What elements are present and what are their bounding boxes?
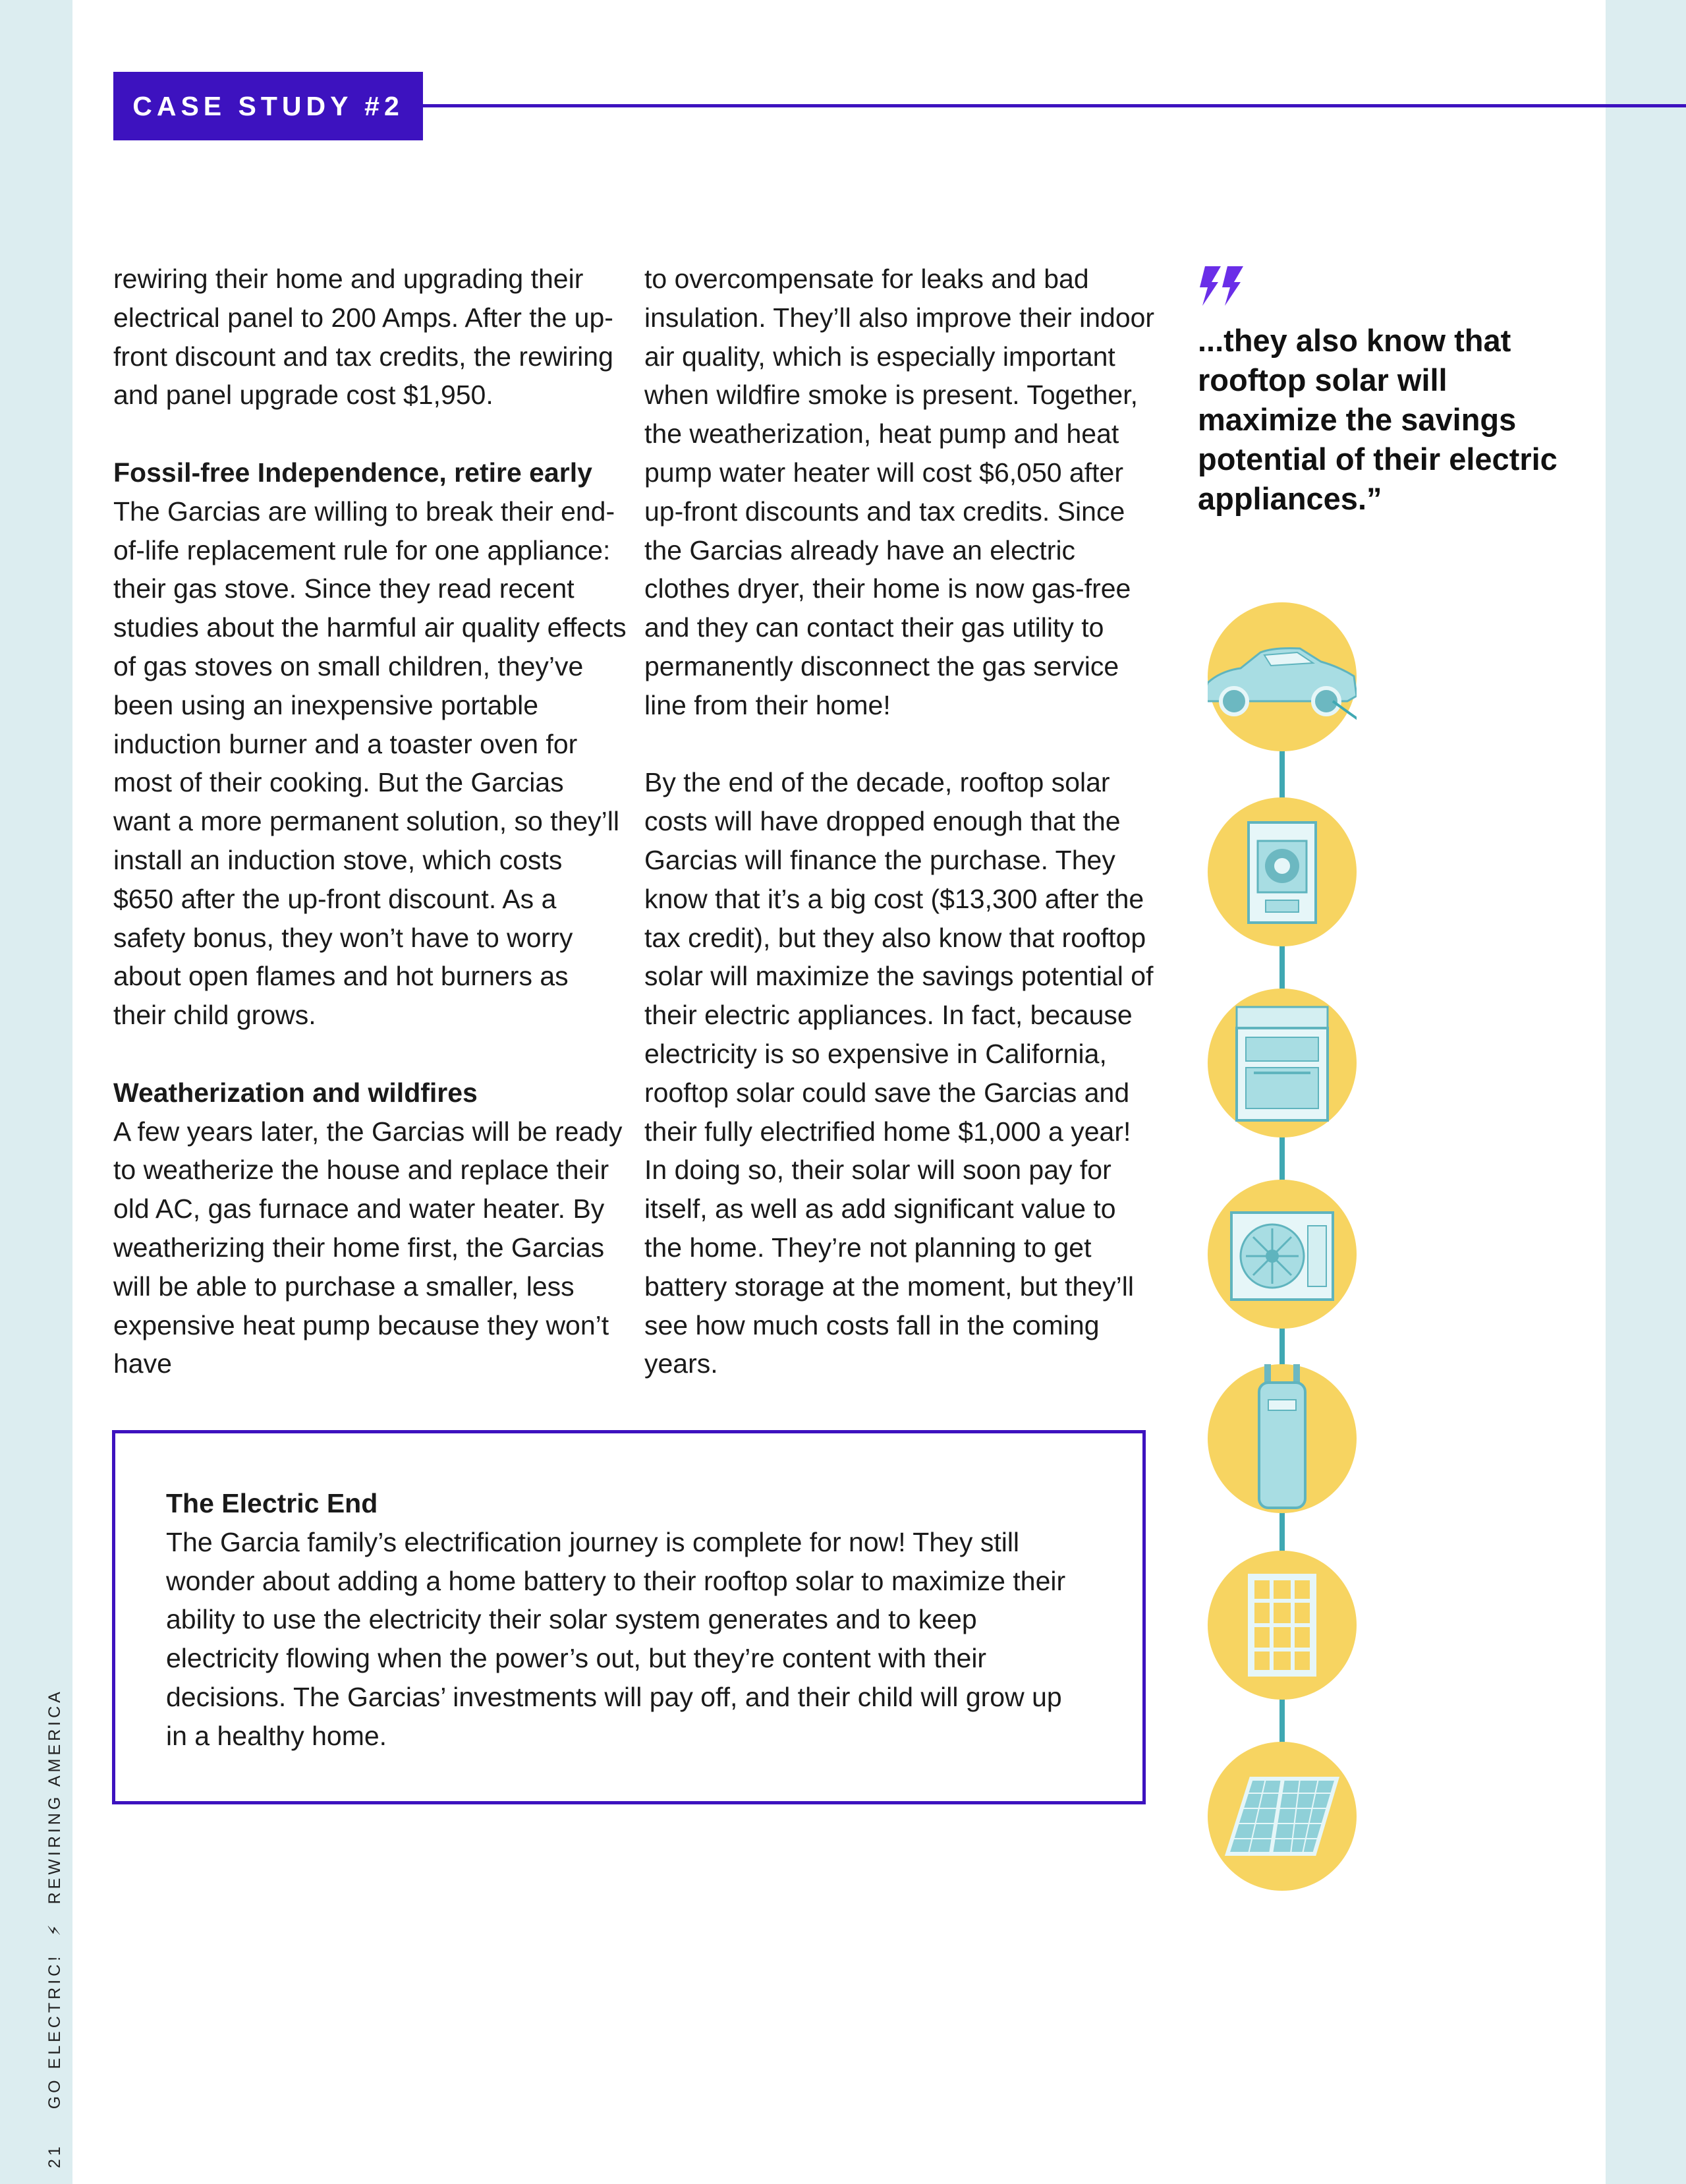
header-rule — [423, 104, 1686, 107]
page-number: 21 — [45, 2143, 64, 2168]
induction-stove-icon — [1208, 989, 1357, 1137]
organization-name: REWIRING AMERICA — [45, 1688, 64, 1905]
callout-title: The Electric End — [166, 1488, 378, 1518]
electric-end-callout — [112, 1430, 1146, 1804]
heat-pump-icon — [1208, 1180, 1357, 1329]
window-icon — [1208, 1551, 1357, 1700]
solar-panel-icon — [1208, 1742, 1357, 1891]
electric-car-icon — [1208, 602, 1357, 751]
right-margin-strip — [1606, 0, 1686, 2184]
lightning-quote-icon — [1196, 265, 1249, 307]
water-heater-icon — [1208, 1364, 1357, 1513]
case-study-tab: CASE STUDY #2 — [113, 72, 423, 140]
intro-paragraph: rewiring their home and upgrading their electrical panel to 200 Amps. After the up-front discount and tax credits, the rewiring and panel upgrade cost $1,950. — [113, 264, 613, 411]
rooftop-solar-paragraph: By the end of the decade, rooftop solar costs will have dropped enough that the Garcias will finance the purchase. They know that it’s a big cost ($13,300 after the tax credit), but they also know that rooftop solar will maximize the savings potential of their electric appliances. In fact, because electricity is so expensive in California, rooftop solar could save the Garcias and their fully electrified home $1,000 a year! In doing so, their solar will soon pay for itself, as well as add significant value to the home. They’re not planning to get battery storage at the moment, but they’ll see how much costs fall in the coming years. — [644, 767, 1154, 1379]
weatherization-continued-paragraph: to overcompensate for leaks and bad insulation. They’ll also improve their indoor air quality, which is especially important when wildfire smoke is present. Together, the weatherization, heat pump and heat pump water heater will cost $6,050 after up-front discounts and tax credits. Since the Garcias already have an electric clothes dryer, their home is now gas-free and they can contact their gas utility to permanently disconnect the gas service line from their home! — [644, 264, 1155, 720]
text-column-two — [644, 260, 1158, 1383]
page-footer — [45, 1688, 65, 2168]
electrical-panel-icon — [1208, 797, 1357, 946]
publication-name: GO ELECTRIC! — [45, 1953, 64, 2110]
section-heading-fossil-free: Fossil-free Independence, retire early — [113, 457, 592, 488]
section-heading-weatherization: Weatherization and wildfires — [113, 1077, 478, 1108]
callout-body: The Garcia family’s electrification journey is complete for now! They still wonder about adding a home battery to their rooftop solar to maximize their ability to use the electricity their solar system generates and to keep electricity flowing when the power’s out, but they’re content with their decisions. The Garcias’ investments will pay off, and their child will grow up in a healthy home. — [166, 1526, 1066, 1751]
section-paragraph-weatherization: A few years later, the Garcias will be ready to weatherize the house and replace their old AC, gas furnace and water heater. By weatherizing their home first, the Garcias will be able to purchase a smaller, less expensive heat pump because they won’t have — [113, 1116, 623, 1379]
section-paragraph-fossil-free: The Garcias are willing to break their end-of-life replacement rule for one appliance: their gas stove. Since they read recent studies about the harmful air quality effects of gas stoves on small children, they’ve been using an inexpensive portable induction burner and a toaster oven for most of their cooking. But the Garcias want a more permanent solution, so they’ll install an induction stove, which costs $650 after the up-front discount. As a safety bonus, they won’t have to worry about open flames and hot burners as their child grows. — [113, 496, 627, 1031]
text-column-one — [113, 260, 627, 1383]
lightning-bolt-icon: ⚡ — [45, 1921, 64, 1936]
pull-quote: ...they also know that rooftop solar will maximize the savings potential of their electric appliances.” — [1198, 323, 1558, 516]
